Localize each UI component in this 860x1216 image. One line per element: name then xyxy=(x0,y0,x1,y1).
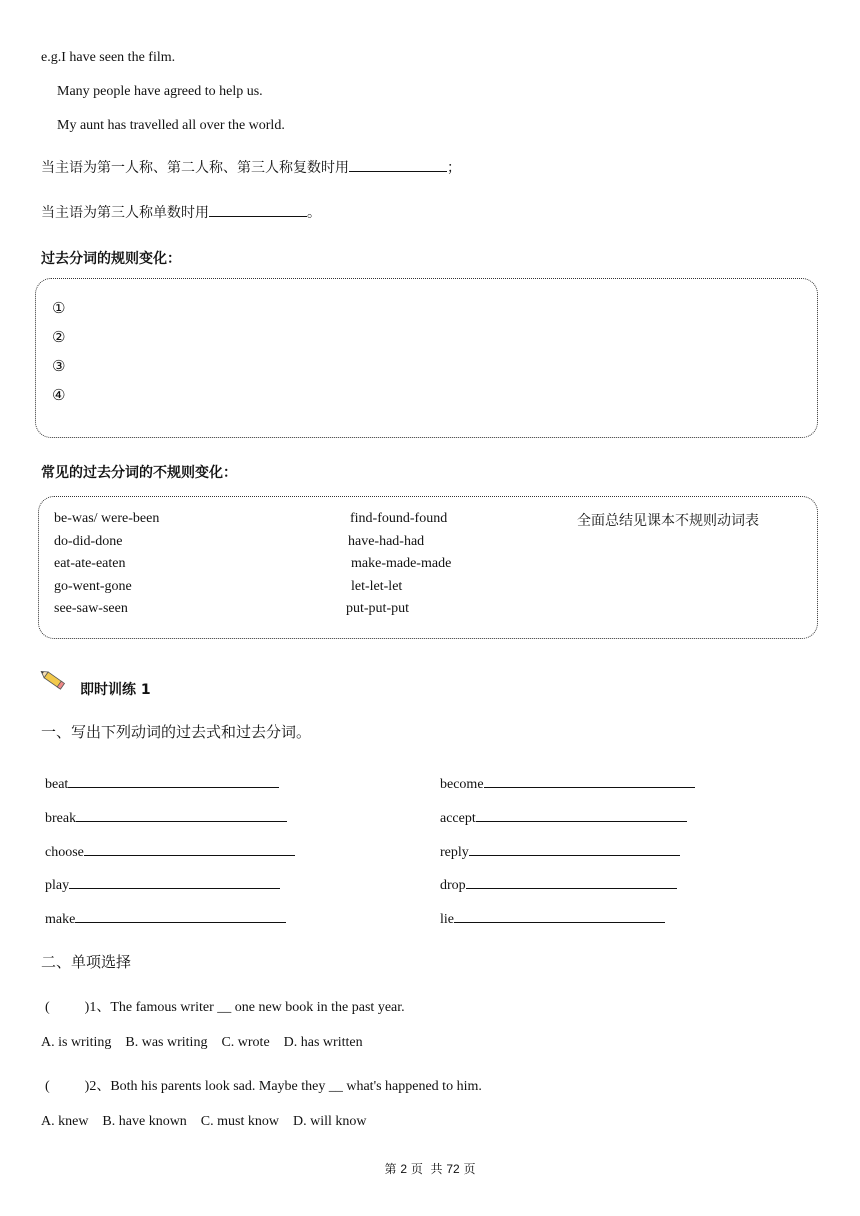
footer-suffix: 页 xyxy=(463,1162,476,1176)
section2-title: 二、单项选择 xyxy=(41,953,132,971)
irregular-item: eat-ate-eaten xyxy=(54,556,126,571)
answer-blank[interactable] xyxy=(69,876,280,889)
footer-prefix: 第 xyxy=(384,1162,397,1176)
section1-title: 一、写出下列动词的过去式和过去分词。 xyxy=(41,723,312,741)
blank-line xyxy=(349,159,447,172)
fill-item xyxy=(45,843,295,861)
footer-middle: 页 共 xyxy=(410,1162,443,1176)
word-label: break xyxy=(45,811,77,826)
word-label: play xyxy=(45,878,70,893)
irregular-item: see-saw-seen xyxy=(54,601,128,616)
question-2-options: A. knew B. have known C. must know D. will know xyxy=(41,1114,367,1129)
answer-blank[interactable] xyxy=(466,876,677,889)
page-footer xyxy=(0,1160,860,1177)
page-number: 2 xyxy=(400,1162,408,1176)
fill-item xyxy=(45,809,287,827)
word-label: choose xyxy=(45,845,84,860)
example-line-3: My aunt has travelled all over the world. xyxy=(57,118,285,133)
irregular-item: have-had-had xyxy=(348,534,425,549)
word-label: reply xyxy=(440,845,469,860)
word-label: become xyxy=(440,777,484,792)
marker-3: ③ xyxy=(52,357,66,375)
irregular-note: 全面总结见课本不规则动词表 xyxy=(577,513,759,529)
answer-blank[interactable] xyxy=(75,910,286,923)
page-total: 72 xyxy=(446,1162,460,1176)
question-1 xyxy=(45,996,405,1016)
fill-item xyxy=(440,843,680,861)
rule-singular xyxy=(41,202,321,222)
fill-item xyxy=(440,876,677,894)
irregular-item: let-let-let xyxy=(351,579,403,594)
answer-blank[interactable] xyxy=(469,843,680,856)
example-line-1: e.g.I have seen the film. xyxy=(41,50,176,65)
marker-1: ① xyxy=(52,299,66,317)
answer-blank[interactable] xyxy=(76,809,287,822)
fill-item xyxy=(45,876,280,894)
question-text: 1、The famous writer __ one new book in the past year. xyxy=(89,1000,405,1015)
irregular-item: put-put-put xyxy=(346,601,409,616)
answer-blank[interactable] xyxy=(484,775,695,788)
regular-box xyxy=(35,278,818,438)
irregular-item: do-did-done xyxy=(54,534,123,549)
answer-paren[interactable]: ( ) xyxy=(45,1000,90,1015)
rule-plural-text: 当主语为第一人称、第二人称、第三人称复数时用 xyxy=(41,160,349,176)
irregular-item: be-was/ were-been xyxy=(54,511,160,526)
answer-blank[interactable] xyxy=(454,910,665,923)
practice-title: 即时训练 1 xyxy=(80,682,151,698)
irregular-item: make-made-made xyxy=(351,556,452,571)
answer-paren[interactable]: ( ) xyxy=(45,1079,90,1094)
fill-item xyxy=(45,775,279,793)
question-2 xyxy=(45,1075,482,1095)
question-text: 2、Both his parents look sad. Maybe they __ what's happened to him. xyxy=(89,1079,482,1094)
answer-blank[interactable] xyxy=(476,809,687,822)
answer-blank[interactable] xyxy=(84,843,295,856)
example-line-2: Many people have agreed to help us. xyxy=(57,84,263,99)
answer-blank[interactable] xyxy=(68,775,279,788)
irregular-item: find-found-found xyxy=(350,511,448,526)
fill-item xyxy=(45,910,286,928)
irregular-item: go-went-gone xyxy=(54,579,132,594)
word-label: make xyxy=(45,912,76,927)
blank-line xyxy=(209,204,307,217)
fill-item xyxy=(440,809,687,827)
regular-heading: 过去分词的规则变化： xyxy=(41,251,181,267)
word-label: accept xyxy=(440,811,476,826)
question-1-options: A. is writing B. was writing C. wrote D. has written xyxy=(41,1035,363,1050)
irregular-heading: 常见的过去分词的不规则变化： xyxy=(41,465,237,481)
rule-plural-end: ； xyxy=(447,160,461,176)
marker-4: ④ xyxy=(52,386,66,404)
pencil-icon xyxy=(40,668,68,694)
word-label: beat xyxy=(45,777,69,792)
rule-singular-text: 当主语为第三人称单数时用 xyxy=(41,205,209,221)
rule-plural xyxy=(41,157,461,177)
rule-singular-end: 。 xyxy=(307,205,321,221)
word-label: lie xyxy=(440,912,454,927)
marker-2: ② xyxy=(52,328,66,346)
fill-item xyxy=(440,910,665,928)
word-label: drop xyxy=(440,878,466,893)
fill-item xyxy=(440,775,695,793)
